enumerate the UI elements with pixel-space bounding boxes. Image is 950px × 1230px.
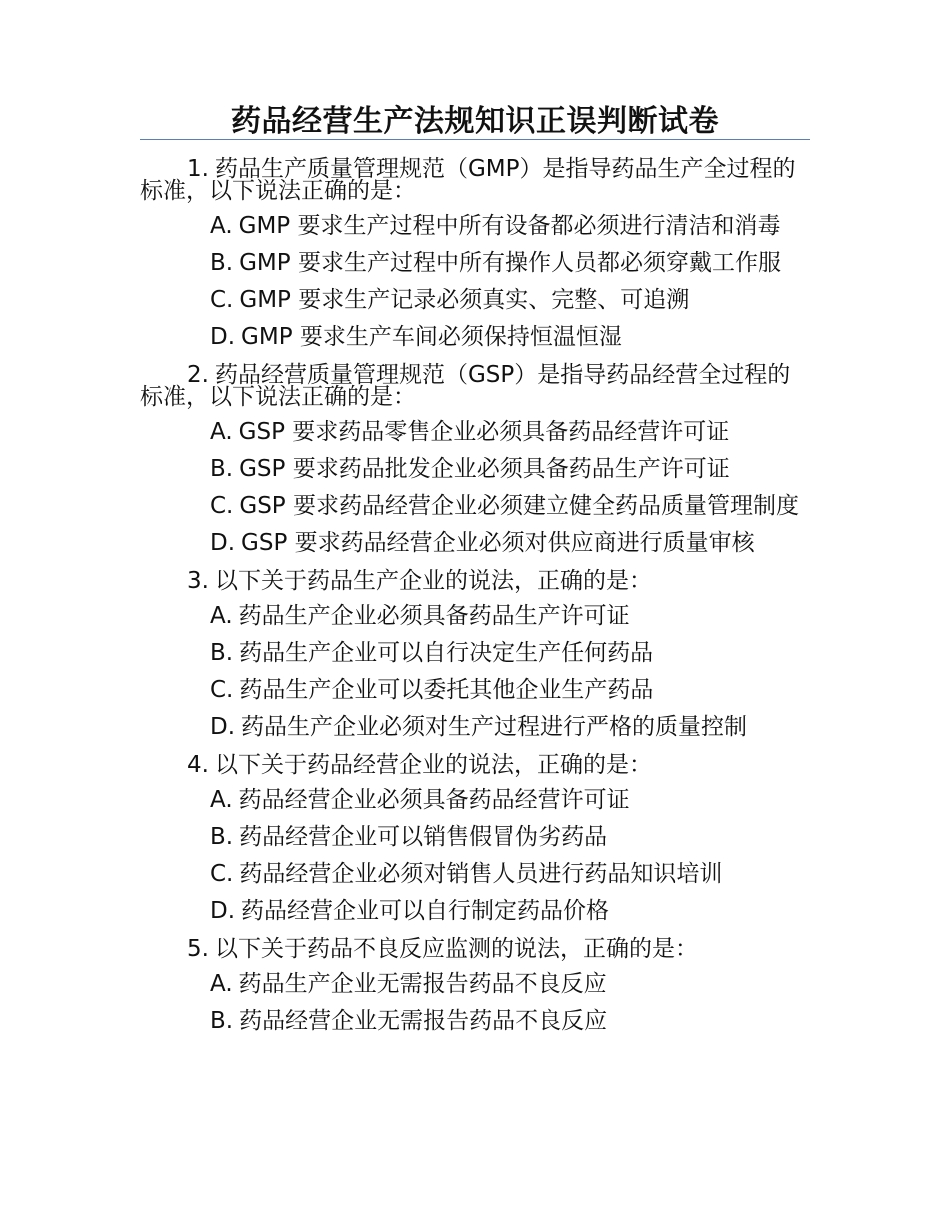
option-letter: B. [210, 1008, 234, 1034]
option-letter: B. [210, 456, 234, 482]
option-text: GMP 要求生产记录必须真实、完整、可追溯 [239, 287, 690, 313]
option-text: 药品经营企业无需报告药品不良反应 [239, 1008, 608, 1034]
question-number: 3. [187, 568, 209, 594]
option-letter: C. [210, 861, 234, 887]
option-letter: B. [210, 824, 234, 850]
option-letter: A. [210, 419, 233, 445]
option-text: 药品生产企业可以自行决定生产任何药品 [239, 640, 654, 666]
question-text: 药品生产质量管理规范（GMP）是指导药品生产全过程的标准，以下说法正确的是： [140, 156, 796, 204]
option-text: GSP 要求药品零售企业必须具备药品经营许可证 [238, 419, 730, 445]
option-letter: B. [210, 250, 234, 276]
question-2-option-c [140, 488, 810, 525]
option-text: 药品生产企业可以委托其他企业生产药品 [239, 677, 654, 703]
question-2-option-b [140, 451, 810, 488]
question-text: 药品经营质量管理规范（GSP）是指导药品经营全过程的标准，以下说法正确的是： [140, 362, 791, 410]
option-letter: C. [210, 287, 234, 313]
option-letter: A. [210, 971, 233, 997]
option-text: 药品经营企业可以销售假冒伪劣药品 [239, 824, 608, 850]
question-text: 以下关于药品生产企业的说法，正确的是： [214, 568, 652, 594]
question-2-option-d [140, 525, 810, 562]
option-text: GSP 要求药品批发企业必须具备药品生产许可证 [239, 456, 730, 482]
option-text: GMP 要求生产过程中所有设备都必须进行清洁和消毒 [238, 213, 781, 239]
option-text: 药品生产企业必须具备药品生产许可证 [238, 603, 630, 629]
title-underline [140, 139, 810, 140]
question-5-option-a [140, 966, 810, 1003]
question-4 [140, 746, 810, 782]
option-text: GSP 要求药品经营企业必须建立健全药品质量管理制度 [239, 493, 799, 519]
question-4-option-a [140, 782, 810, 819]
option-text: 药品经营企业必须具备药品经营许可证 [238, 787, 630, 813]
question-number: 5. [187, 936, 209, 962]
option-letter: C. [210, 677, 234, 703]
question-text: 以下关于药品经营企业的说法，正确的是： [214, 752, 652, 778]
question-number: 2. [187, 362, 209, 388]
question-5 [140, 930, 810, 966]
option-letter: A. [210, 213, 233, 239]
option-text: 药品生产企业必须对生产过程进行严格的质量控制 [241, 714, 748, 740]
option-letter: D. [210, 714, 236, 740]
option-letter: D. [210, 530, 236, 556]
option-letter: A. [210, 603, 233, 629]
question-1-option-a [140, 208, 810, 245]
question-text: 以下关于药品不良反应监测的说法，正确的是： [214, 936, 698, 962]
question-3-option-b [140, 635, 810, 672]
option-letter: C. [210, 493, 234, 519]
question-4-option-b [140, 819, 810, 856]
option-text: GMP 要求生产过程中所有操作人员都必须穿戴工作服 [239, 250, 781, 276]
option-text: 药品经营企业可以自行制定药品价格 [241, 898, 610, 924]
question-3-option-d [140, 709, 810, 746]
question-1-option-d [140, 319, 810, 356]
option-letter: B. [210, 640, 234, 666]
option-text: 药品生产企业无需报告药品不良反应 [238, 971, 607, 997]
option-letter: A. [210, 787, 233, 813]
question-2-option-a [140, 414, 810, 451]
question-4-option-c [140, 856, 810, 893]
question-5-option-b [140, 1003, 810, 1040]
question-1-option-b [140, 245, 810, 282]
option-text: GSP 要求药品经营企业必须对供应商进行质量审核 [241, 530, 755, 556]
question-list [140, 150, 810, 1040]
option-letter: D. [210, 898, 236, 924]
question-number: 4. [187, 752, 209, 778]
question-1 [140, 150, 810, 208]
question-3-option-c [140, 672, 810, 709]
option-text: 药品经营企业必须对销售人员进行药品知识培训 [239, 861, 723, 887]
question-1-option-c [140, 282, 810, 319]
question-3 [140, 562, 810, 598]
option-text: GMP 要求生产车间必须保持恒温恒湿 [241, 324, 622, 350]
question-3-option-a [140, 598, 810, 635]
question-number: 1. [187, 156, 209, 182]
question-4-option-d [140, 893, 810, 930]
question-2 [140, 356, 810, 414]
document-title: 药品经营生产法规知识正误判断试卷 [231, 104, 719, 139]
option-letter: D. [210, 324, 236, 350]
